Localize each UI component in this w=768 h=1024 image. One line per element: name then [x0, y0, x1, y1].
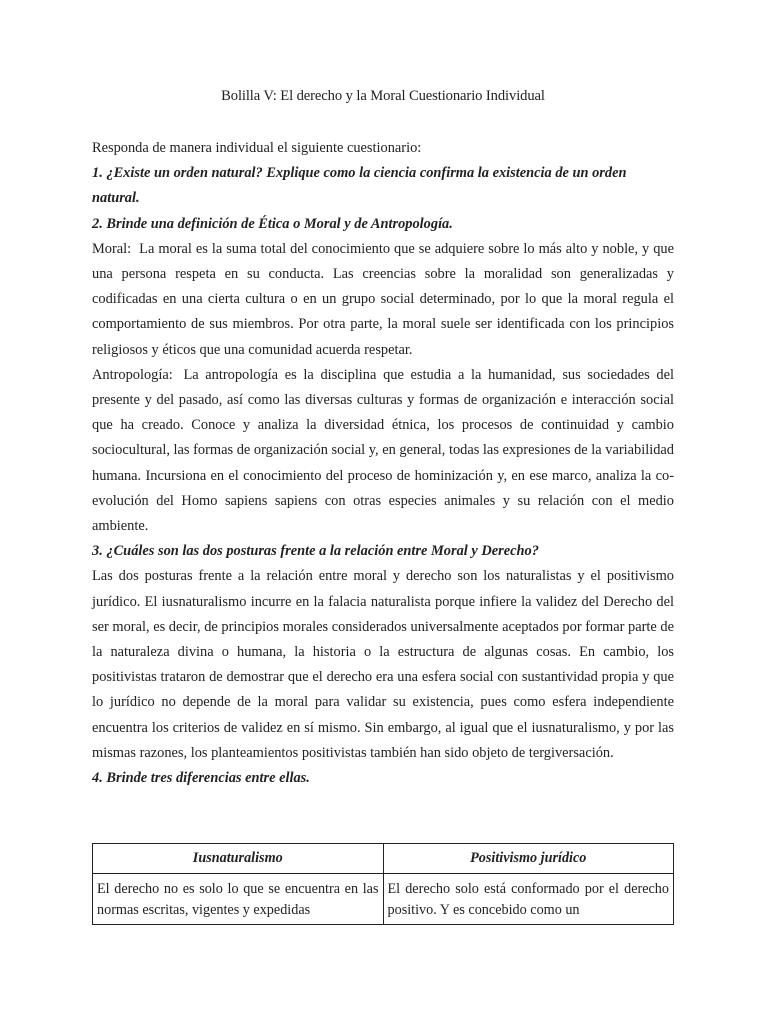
comparison-table	[92, 843, 674, 925]
cell-iusnaturalismo-1: El derecho no es solo lo que se encuentra en las normas escritas, vigentes y expedidas	[97, 881, 379, 918]
table-cell	[383, 874, 674, 925]
document-title: Bolilla V: El derecho y la Moral Cuestionario Individual	[221, 88, 545, 104]
moral-label: Moral:	[92, 240, 132, 257]
moral-definition	[92, 237, 674, 363]
question-4: 4. Brinde tres diferencias entre ellas.	[92, 770, 310, 787]
question-3: 3. ¿Cuáles son las dos posturas frente a la relación entre Moral y Derecho?	[92, 543, 539, 560]
table-cell	[93, 874, 384, 925]
intro-text: Responda de manera individual el siguiente cuestionario:	[92, 140, 422, 156]
document-body	[92, 136, 674, 791]
antropologia-text: La antropología es la disciplina que estudia a la humanidad, sus sociedades del presente y del pasado, así como las diversas culturas y formas de organización e interacción social que ha creado. Conoce y analiza la diversidad étnica, los procesos de continuidad y cambio sociocultural, las formas de organización social y, en general, todas las expresiones de la variabilidad humana. Incursiona en el conocimiento del proceso de hominización y, en ese marco, analiza la co-evolución del Homo sapiens sapiens con otras especies animales y su relación con el medio ambiente.	[92, 366, 674, 535]
answer-3: Las dos posturas frente a la relación entre moral y derecho son los naturalistas y el positivismo jurídico. El iusnaturalismo incurre en la falacia naturalista porque infiere la validez del Derecho del ser moral, es decir, de principios morales considerados universalmente aceptados por formar parte de la naturaleza divina o humana, la historia o la estructura de algunas cosas. En cambio, los positivistas trataron de demostrar que el derecho era una esfera social con sustantividad propia y que lo jurídico no depende de la moral para validar su existencia, pues como esfera independiente encuentra los criterios de validez en sí mismo. Sin embargo, al igual que el iusnaturalismo, y por las mismas razones, los planteamientos positivistas también han sido objeto de tergiversación.	[92, 568, 674, 761]
table-header-row	[93, 844, 674, 874]
document-page	[92, 0, 674, 1024]
antropologia-label: Antropología:	[92, 366, 173, 383]
moral-text: La moral es la suma total del conocimiento que se adquiere sobre lo más alto y noble, y que una persona respeta en su conducta. Las creencias sobre la moralidad son generalizadas y codificadas en una cierta cultura o en un grupo social determinado, por lo que la moral regula el comportamiento de sus miembros. Por otra parte, la moral suele ser identificada con los principios religiosos y éticos que una comunidad acuerda respetar.	[92, 240, 674, 358]
cell-positivismo-1: El derecho solo está conformado por el derecho positivo. Y es concebido como un	[387, 881, 669, 918]
antropologia-definition	[92, 363, 674, 539]
table-row	[93, 874, 674, 925]
header-iusnaturalismo: Iusnaturalismo	[93, 844, 384, 874]
header-positivismo: Positivismo jurídico	[383, 844, 674, 874]
question-2: 2. Brinde una definición de Ética o Moral y de Antropología.	[92, 215, 453, 232]
question-1: 1. ¿Existe un orden natural? Explique como la ciencia confirma la existencia de un orden natural.	[92, 165, 627, 207]
